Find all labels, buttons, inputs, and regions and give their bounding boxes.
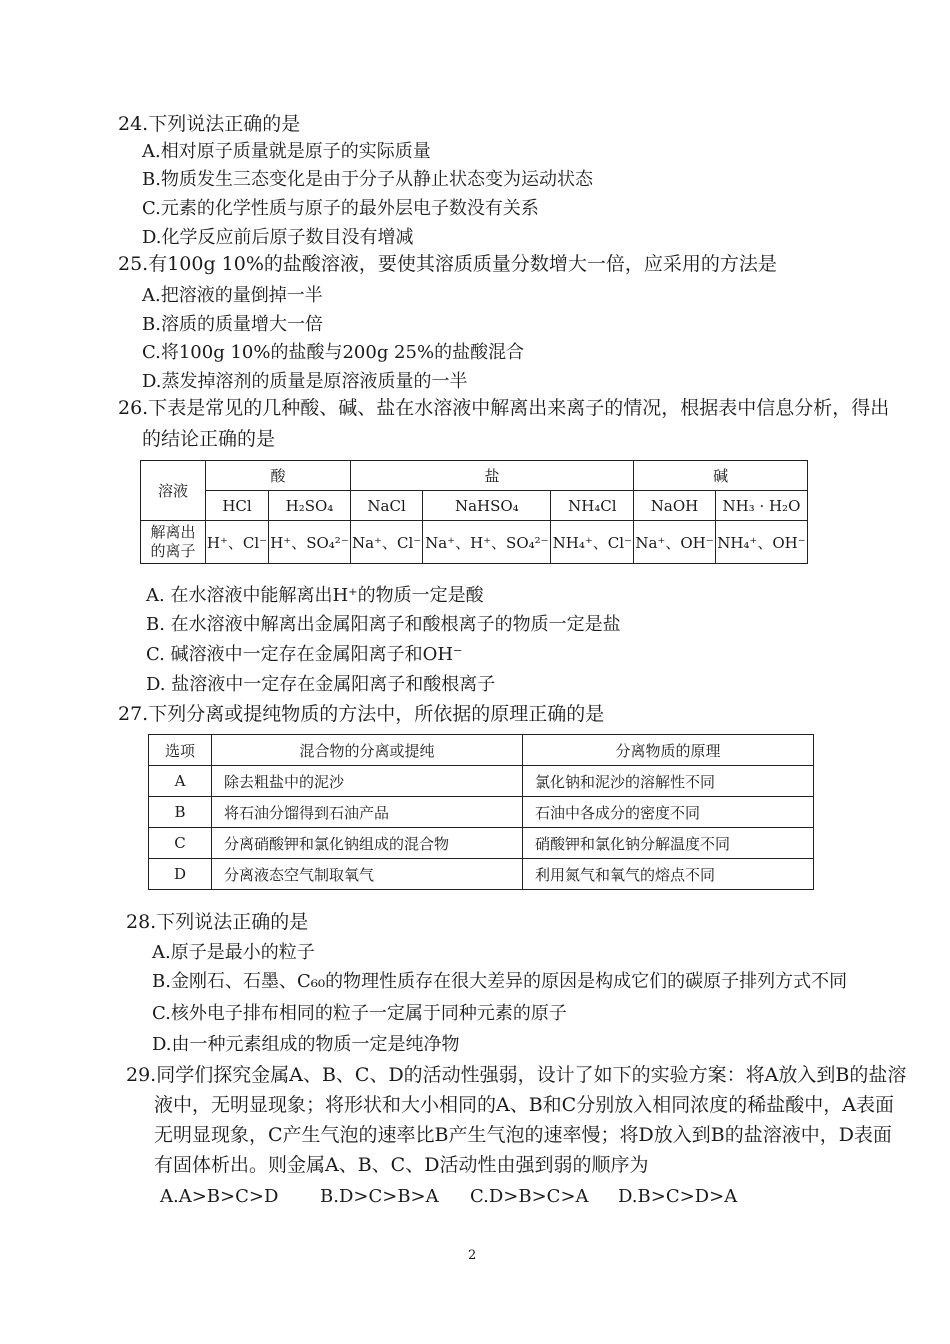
method-cell: 分离硝酸钾和氯化钠组成的混合物 [212,828,523,859]
q28-option-d: D.由一种元素组成的物质一定是纯净物 [152,1034,460,1055]
ion-cell: Na⁺、OH⁻ [634,521,716,564]
q29-stem-line4: 有固体析出。则金属A、B、C、D活动性由强到弱的顺序为 [154,1154,649,1176]
header-base: 碱 [634,461,808,491]
ion-table [140,460,808,564]
header-option: 选项 [149,735,212,766]
header-principle: 分离物质的原理 [523,735,814,766]
principle-cell: 石油中各成分的密度不同 [523,797,814,828]
q25-option-a: A.把溶液的量倒掉一半 [142,285,323,306]
q27-stem: 27.下列分离或提纯物质的方法中，所依据的原理正确的是 [118,703,605,725]
method-cell: 将石油分馏得到石油产品 [212,797,523,828]
page-number: 2 [468,1248,477,1263]
q29-option-a: A.A>B>C>D [160,1186,279,1207]
option-letter: C [149,828,212,859]
option-letter: A [149,766,212,797]
q28-option-c: C.核外电子排布相同的粒子一定属于同种元素的原子 [152,1003,567,1024]
ion-cell: H⁺、Cl⁻ [206,521,269,564]
substance-cell: H₂SO₄ [269,491,351,521]
q24-option-b: B.物质发生三态变化是由于分子从静止状态变为运动状态 [142,169,593,190]
q29-option-c: C.D>B>C>A [470,1186,589,1207]
substance-cell: HCl [206,491,269,521]
method-cell: 分离液态空气制取氧气 [212,859,523,890]
principle-cell: 利用氮气和氧气的熔点不同 [523,859,814,890]
ion-cell: NH₄⁺、OH⁻ [715,521,807,564]
q24-option-c: C.元素的化学性质与原子的最外层电子数没有关系 [142,198,539,219]
header-method: 混合物的分离或提纯 [212,735,523,766]
q25-option-d: D.蒸发掉溶剂的质量是原溶液质量的一半 [142,371,468,392]
option-letter: B [149,797,212,828]
substance-cell: NH₄Cl [551,491,634,521]
q24-option-d: D.化学反应前后原子数目没有增减 [142,227,414,248]
q28-stem: 28.下列说法正确的是 [126,911,309,933]
ion-cell: Na⁺、H⁺、SO₄²⁻ [423,521,551,564]
header-acid: 酸 [206,461,351,491]
q24-stem: 24.下列说法正确的是 [118,113,301,135]
q29-option-d: D.B>C>D>A [618,1186,738,1207]
q29-option-b: B.D>C>B>A [320,1186,439,1207]
ion-cell: H⁺、SO₄²⁻ [269,521,351,564]
q29-stem-line2: 液中，无明显现象；将形状和大小相同的A、B和C分别放入相同浓度的稀盐酸中，A表面 [154,1094,894,1116]
substance-cell: NH₃ · H₂O [715,491,807,521]
q28-option-b: B.金刚石、石墨、C₆₀的物理性质存在很大差异的原因是构成它们的碳原子排列方式不同 [152,971,848,992]
option-letter: D [149,859,212,890]
q25-option-c: C.将100g 10%的盐酸与200g 25%的盐酸混合 [142,342,525,363]
ion-cell: NH₄⁺、Cl⁻ [551,521,634,564]
method-cell: 除去粗盐中的泥沙 [212,766,523,797]
q26-option-b: B. 在水溶液中解离出金属阳离子和酸根离子的物质一定是盐 [146,614,621,635]
separation-table [148,734,814,890]
ion-cell: Na⁺、Cl⁻ [350,521,422,564]
header-salt: 盐 [350,461,633,491]
q25-stem: 25.有100g 10%的盐酸溶液，要使其溶质质量分数增大一倍，应采用的方法是 [118,253,777,275]
q29-stem-line3: 无明显现象，C产生气泡的速率比B产生气泡的速率慢；将D放入到B的盐溶液中，D表面 [154,1124,892,1146]
q26-stem-line1: 26.下表是常见的几种酸、碱、盐在水溶液中解离出来离子的情况，根据表中信息分析，得出 [118,397,890,419]
q24-option-a: A.相对原子质量就是原子的实际质量 [142,141,431,162]
q25-option-b: B.溶质的质量增大一倍 [142,314,323,335]
substance-cell: NaHSO₄ [423,491,551,521]
q29-options [160,1186,737,1207]
principle-cell: 硝酸钾和氯化钠分解温度不同 [523,828,814,859]
q26-option-d: D. 盐溶液中一定存在金属阳离子和酸根离子 [146,674,496,695]
q26-option-a: A. 在水溶液中能解离出H⁺的物质一定是酸 [146,585,484,606]
substance-cell: NaCl [350,491,422,521]
q26-stem-line2: 的结论正确的是 [142,428,276,450]
row-label-ions: 解离出的离子 [141,521,206,564]
header-solution: 溶液 [141,461,206,521]
q28-option-a: A.原子是最小的粒子 [152,942,315,963]
q29-stem-line1: 29.同学们探究金属A、B、C、D的活动性强弱，设计了如下的实验方案：将A放入到B的盐溶 [126,1064,907,1086]
substance-cell: NaOH [634,491,716,521]
principle-cell: 氯化钠和泥沙的溶解性不同 [523,766,814,797]
q26-option-c: C. 碱溶液中一定存在金属阳离子和OH⁻ [146,644,463,665]
